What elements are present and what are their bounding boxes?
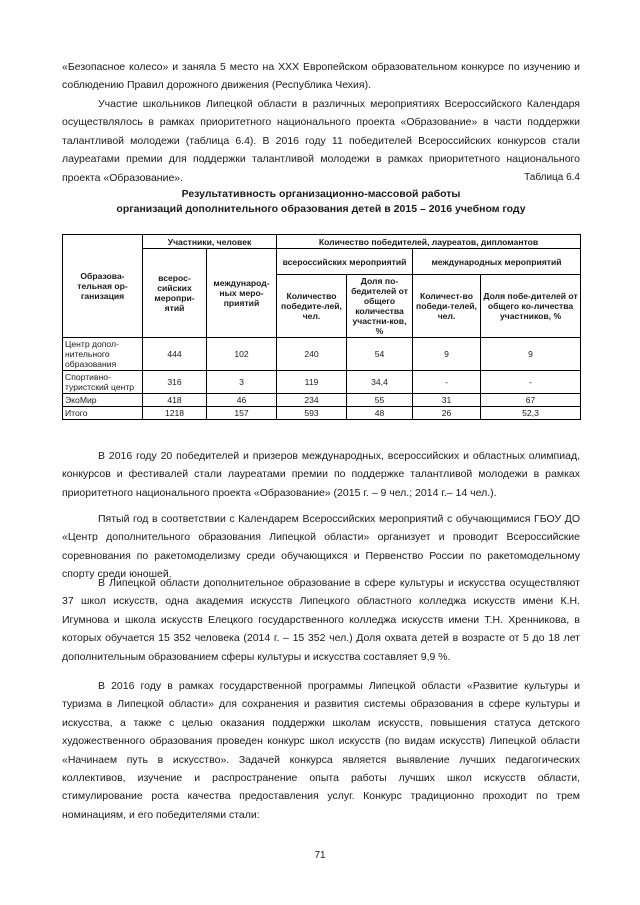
row-name: Спортивно-туристский центр xyxy=(63,371,143,394)
header-count-intl: Количест-во победи-телей, чел. xyxy=(413,275,481,338)
paragraph-arts-contest: В 2016 году в рамках государственной программы Липецкой области «Развитие культуры и туризма в Липецкой области» для сохранения и развития системы образования в сфере культуры и искусства, а также с целью оказания поддержки школам искусств, повышения статуса детского художественного образования проведен конкурс школ искусств (по видам искусств) Липецкой области «Начинаем путь в искусство». Задачей конкурса является выявление лучших педагогических коллективов, изучение и распространение опыта работы лучших школ искусств области, стимулирование роста качества предоставления услуг. Конкурс традиционно проходит по трем номинациям, и его победителями стали: xyxy=(62,680,580,821)
cell-intl-share: - xyxy=(481,371,581,394)
table-row xyxy=(63,371,581,394)
cell-intl-winners: 26 xyxy=(413,407,481,420)
table-title xyxy=(62,187,580,217)
cell-allrus-share: 55 xyxy=(347,394,413,407)
cell-intl-participants: 46 xyxy=(207,394,277,407)
cell-allrus-winners: 234 xyxy=(277,394,347,407)
row-name: Итого xyxy=(63,407,143,420)
header-allrus: всероссийских мероприятий xyxy=(277,249,413,275)
header-allrus-events: всерос-сийских меропри-ятий xyxy=(143,249,207,338)
cell-allrus-share: 54 xyxy=(347,338,413,371)
header-org: Образова-тельная ор-ганизация xyxy=(63,235,143,338)
paragraph-rocket-modeling: Пятый год в соответствии с Календарем Всероссийских мероприятий с обучающимися ГБОУ ДО «Центр дополнительного образования Липецкой области» организует и проводит Всероссийские соревнования по ракетомоделизму среди обучающихся и Первенство России по ракетомодельному спорту среди юношей. xyxy=(62,513,580,581)
header-winners: Количество победителей, лауреатов, дипломантов xyxy=(277,235,581,249)
table-label: Таблица 6.4 xyxy=(524,172,580,183)
header-share-intl: Доля побе-дителей от общего ко-личества участников, % xyxy=(481,275,581,338)
table-title-line-1: Результативность организационно-массовой работы xyxy=(181,188,461,200)
cell-intl-share: 9 xyxy=(481,338,581,371)
cell-allrus-participants: 1218 xyxy=(143,407,207,420)
row-name: Центр допол-нительного образования xyxy=(63,338,143,371)
paragraph-art-schools: В Липецкой области дополнительное образование в сфере культуры и искусства осуществляют 37 школ искусств, одна академия искусств Липецкого областного колледжа искусств имени К.Н. Игумнова и школа искусств Елецкого государственного колледжа искусств имени Т.Н. Хренникова, в которых обучается 15 352 человека (2014 г. – 15 352 чел.) Доля охвата детей в возрасте от 5 до 18 лет дополнительным образованием сферы культуры и искусства составляет 9,9 %. xyxy=(62,577,580,663)
table-row xyxy=(63,338,581,371)
page-number: 71 xyxy=(314,850,326,861)
cell-allrus-participants: 444 xyxy=(143,338,207,371)
cell-allrus-participants: 418 xyxy=(143,394,207,407)
header-participants: Участники, человек xyxy=(143,235,277,249)
cell-intl-winners: 9 xyxy=(413,338,481,371)
table-title-line-2: организаций дополнительного образования детей в 2015 – 2016 учебном году xyxy=(116,203,526,215)
paragraph-olympiad-winners: В 2016 году 20 победителей и призеров международных, всероссийских и областных олимпиад, конкурсов и фестивалей стали лауреатами премии по поддержке талантливой молодежи в рамках приоритетного национального проекта «Образование» (2015 г. – 9 чел.; 2014 г.– 14 чел.). xyxy=(62,450,580,499)
table-row-total xyxy=(63,407,581,420)
cell-intl-participants: 102 xyxy=(207,338,277,371)
cell-intl-winners: - xyxy=(413,371,481,394)
paragraph-participation: Участие школьников Липецкой области в различных мероприятиях Всероссийского Календаря осуществлялось в рамках приоритетного национального проекта «Образование» в части поддержки талантливой молодежи (таблица 6.4). В 2016 году 11 победителей Всероссийских конкурсов стали лауреатами премии для поддержки талантливой молодежи в рамках приоритетного национального проекта «Образование». xyxy=(62,98,580,184)
cell-allrus-winners: 119 xyxy=(277,371,347,394)
cell-allrus-winners: 593 xyxy=(277,407,347,420)
cell-allrus-share: 48 xyxy=(347,407,413,420)
header-intl-events: международ-ных меро-приятий xyxy=(207,249,277,338)
header-count-allrus: Количество победите-лей, чел. xyxy=(277,275,347,338)
cell-allrus-share: 34,4 xyxy=(347,371,413,394)
cell-intl-participants: 3 xyxy=(207,371,277,394)
cell-intl-share: 52,3 xyxy=(481,407,581,420)
cell-allrus-participants: 316 xyxy=(143,371,207,394)
table-row xyxy=(63,394,581,407)
header-share-allrus: Доля по-бедителей от общего количества участни-ков, % xyxy=(347,275,413,338)
cell-allrus-winners: 240 xyxy=(277,338,347,371)
row-name: ЭкоМир xyxy=(63,394,143,407)
cell-intl-winners: 31 xyxy=(413,394,481,407)
results-table xyxy=(62,234,581,420)
cell-intl-participants: 157 xyxy=(207,407,277,420)
paragraph-continuation: «Безопасное колесо» и заняла 5 место на XXX Европейском образовательном конкурсе по изучению и соблюдению Правил дорожного движения (Республика Чехия). xyxy=(62,61,580,92)
cell-intl-share: 67 xyxy=(481,394,581,407)
header-intl: международных мероприятий xyxy=(413,249,581,275)
